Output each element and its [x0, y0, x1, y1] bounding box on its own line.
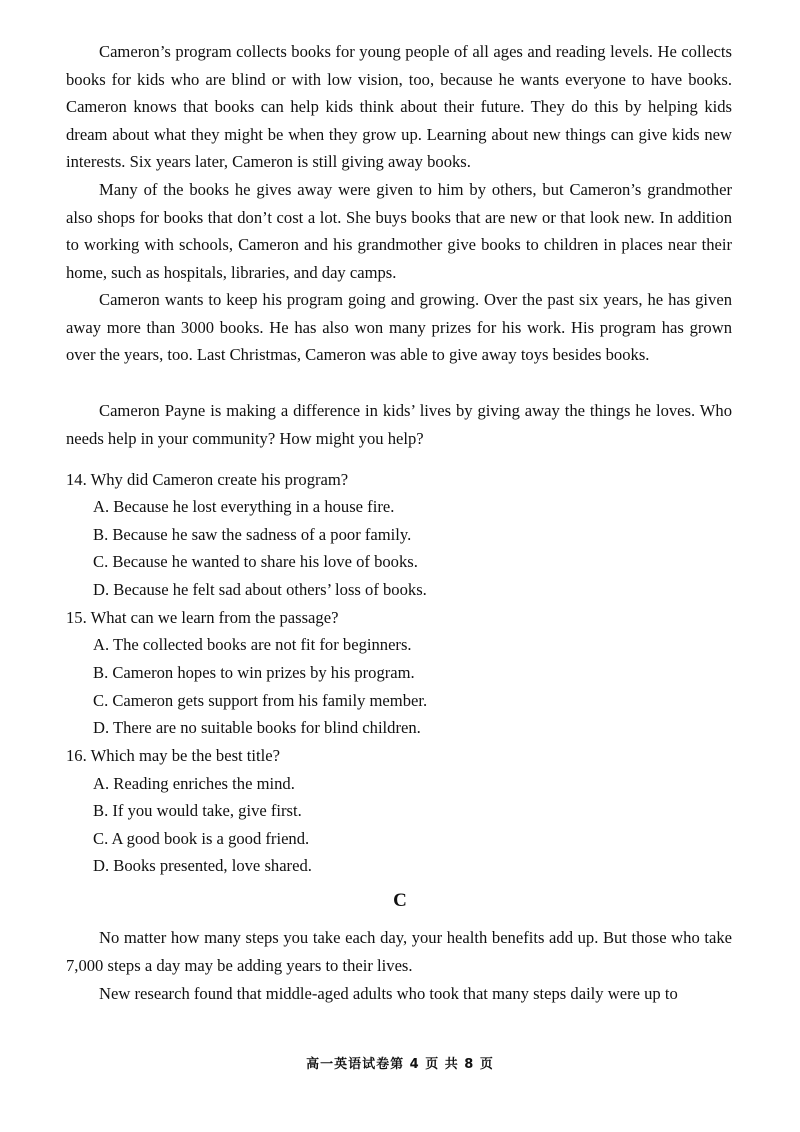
passage-b-paragraph-3: Cameron wants to keep his program going and growing. Over the past six years, he has given away more than 3000 books. He has also won many prizes for his work. His program has grown over the years, too. Last Christmas, Cameron was able to give away toys besides books.	[66, 290, 732, 365]
question-15-option-c: C. Cameron gets support from his family member.	[93, 691, 428, 710]
question-15-option-a: A. The collected books are not fit for beginners.	[93, 635, 412, 654]
question-16-option-d: D. Books presented, love shared.	[93, 856, 312, 875]
question-16-option-b: B. If you would take, give first.	[93, 801, 302, 820]
section-c-heading: C	[393, 890, 407, 911]
question-16-option-a: A. Reading enriches the mind.	[93, 774, 295, 793]
question-16-option-c: C. A good book is a good friend.	[93, 829, 310, 848]
passage-c-paragraph-1: No matter how many steps you take each day, your health benefits add up. But those who take 7,000 steps a day may be adding years to their lives.	[66, 928, 732, 975]
page-footer: 高一英语试卷第 4 页 共 8 页	[306, 1057, 494, 1072]
question-14-option-b: B. Because he saw the sadness of a poor family.	[93, 525, 412, 544]
question-14-option-a: A. Because he lost everything in a house fire.	[93, 497, 395, 516]
question-15-option-d: D. There are no suitable books for blind children.	[93, 718, 421, 737]
question-16-stem: 16. Which may be the best title?	[66, 746, 280, 765]
passage-b-paragraph-1: Cameron’s program collects books for young people of all ages and reading levels. He collects books for kids who are blind or with low vision, too, because he wants everyone to have books. Cameron knows that books can help kids think about their future. They do this by helping kids dream about what they might be when they grow up. Learning about new things can give kids new interests. Six years later, Cameron is still giving away books.	[66, 42, 732, 172]
question-15-stem: 15. What can we learn from the passage?	[66, 608, 339, 627]
passage-b-paragraph-2: Many of the books he gives away were given to him by others, but Cameron’s grandmother also shops for books that don’t cost a lot. She buys books that are new or that look new. In addition to working with schools, Cameron and his grandmother give books to children in places near their home, such as hospitals, libraries, and day camps.	[66, 180, 732, 282]
question-14-stem: 14. Why did Cameron create his program?	[66, 470, 349, 489]
question-15-option-b: B. Cameron hopes to win prizes by his program.	[93, 663, 415, 682]
question-14-option-c: C. Because he wanted to share his love of books.	[93, 552, 418, 571]
passage-b-paragraph-4: Cameron Payne is making a difference in kids’ lives by giving away the things he loves. Who needs help in your community? How might you help?	[66, 401, 732, 448]
passage-c-paragraph-2: New research found that middle-aged adults who took that many steps daily were up to	[99, 984, 678, 1003]
question-14-option-d: D. Because he felt sad about others’ loss of books.	[93, 580, 427, 599]
